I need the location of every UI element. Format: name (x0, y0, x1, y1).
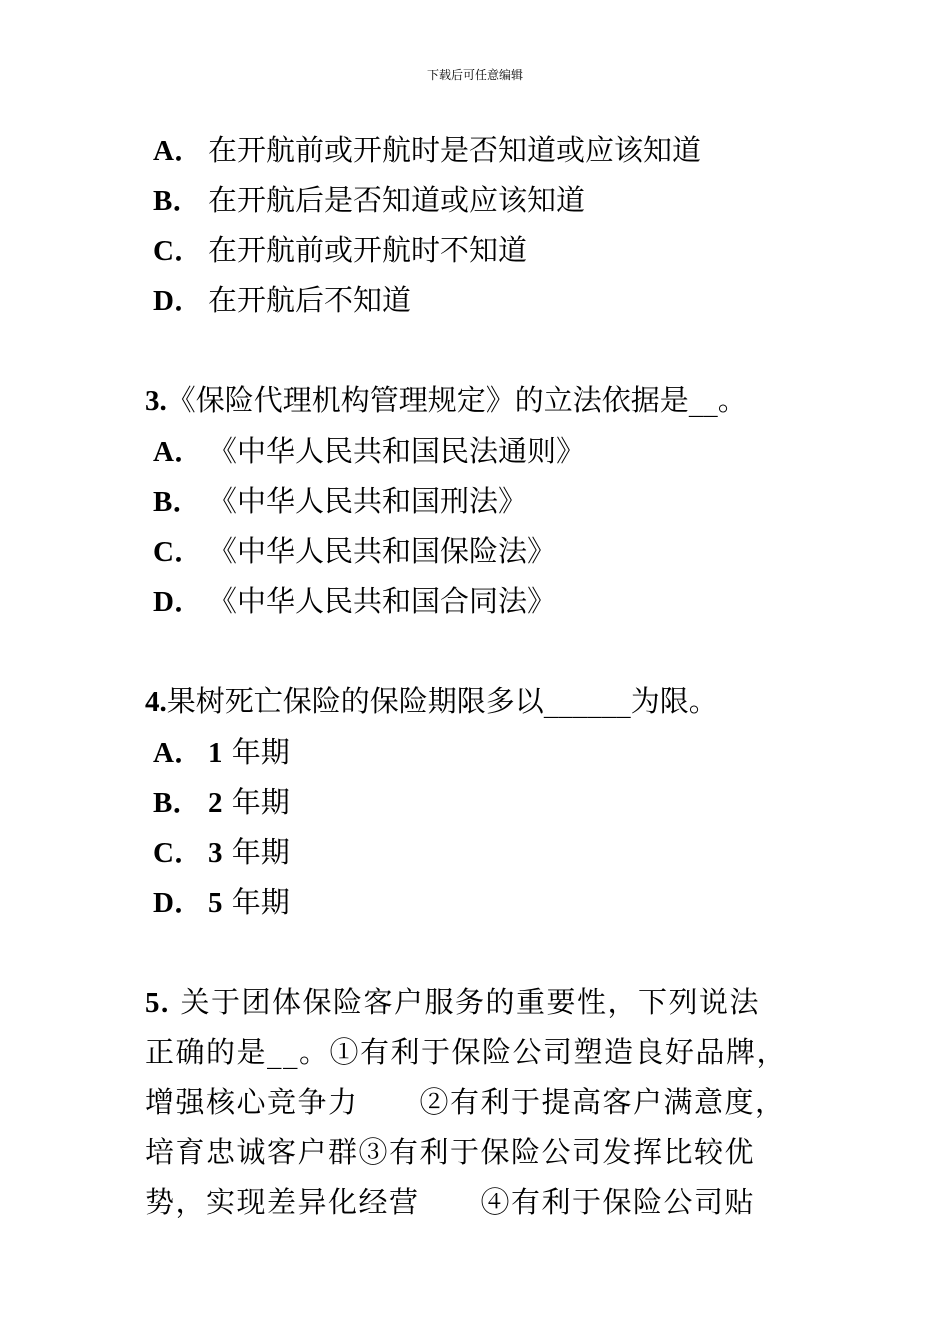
option-number: 1 (208, 737, 223, 769)
option-text: 年期 (231, 885, 290, 919)
option-label: A． (153, 737, 203, 769)
q2-option-c (145, 225, 845, 275)
q5-line-3: 增强核心竞争力 ②有利于提高客户满意度， (145, 1085, 786, 1119)
q3-option-b (145, 476, 845, 526)
option-label: D． (153, 887, 203, 919)
question-text: 关于团体保险客户服务的重要性，下列说法 (169, 985, 760, 1019)
option-text: 在开航前或开航时不知道 (208, 233, 528, 267)
option-label: D． (153, 285, 203, 317)
option-label: B． (153, 787, 202, 819)
document-body (145, 125, 845, 1227)
page-header: 下载后可任意编辑 (426, 68, 523, 82)
q4-option-d (145, 877, 845, 927)
option-text: 《中华人民共和国民法通则》 (208, 434, 586, 468)
option-label: C． (153, 235, 203, 267)
option-text: 在开航后是否知道或应该知道 (208, 183, 586, 217)
option-text: 《中华人民共和国合同法》 (208, 584, 557, 618)
option-label: B． (153, 185, 202, 217)
question-number: 3. (145, 385, 167, 417)
q2-option-a (145, 125, 845, 175)
option-label: B． (153, 486, 202, 518)
option-text: 《中华人民共和国刑法》 (208, 484, 528, 518)
option-number: 2 (208, 787, 223, 819)
option-label: C． (153, 536, 203, 568)
option-number: 5 (208, 887, 223, 919)
q3-option-a (145, 426, 845, 476)
option-label: A． (153, 135, 203, 167)
q3-option-c (145, 526, 845, 576)
question-number: 4. (145, 686, 167, 718)
q4-option-a (145, 727, 845, 777)
q4-stem (145, 676, 845, 727)
q5-line-4: 培育忠诚客户群③有利于保险公司发挥比较优 (145, 1135, 756, 1169)
q5-stem (145, 977, 835, 1227)
spacer (145, 927, 845, 977)
option-text: 在开航后不知道 (208, 283, 412, 317)
q2-options (145, 125, 845, 325)
spacer (145, 626, 845, 676)
q2-option-b (145, 175, 845, 225)
q3-stem (145, 375, 845, 426)
question-number: 5. (145, 987, 170, 1019)
option-label: C． (153, 837, 203, 869)
option-text: 在开航前或开航时是否知道或应该知道 (208, 133, 702, 167)
q3-option-d (145, 576, 845, 626)
option-text: 年期 (231, 785, 290, 819)
option-text: 年期 (231, 735, 290, 769)
option-label: A． (153, 436, 203, 468)
question-text: 《保险代理机构管理规定》的立法依据是__。 (166, 383, 747, 417)
spacer (145, 325, 845, 375)
option-label: D． (153, 586, 203, 618)
q2-option-d (145, 275, 845, 325)
q4-option-c (145, 827, 845, 877)
option-text: 《中华人民共和国保险法》 (208, 534, 557, 568)
option-text: 年期 (231, 835, 290, 869)
q5-line-5: 势，实现差异化经营 ④有利于保险公司贴 (145, 1185, 756, 1219)
q4-option-b (145, 777, 845, 827)
q5-line-1 (145, 977, 835, 1027)
q5-line-2: 正确的是__。①有利于保险公司塑造良好品牌， (145, 1035, 788, 1069)
option-number: 3 (208, 837, 223, 869)
question-text: 果树死亡保险的保险期限多以______为限。 (166, 684, 718, 718)
